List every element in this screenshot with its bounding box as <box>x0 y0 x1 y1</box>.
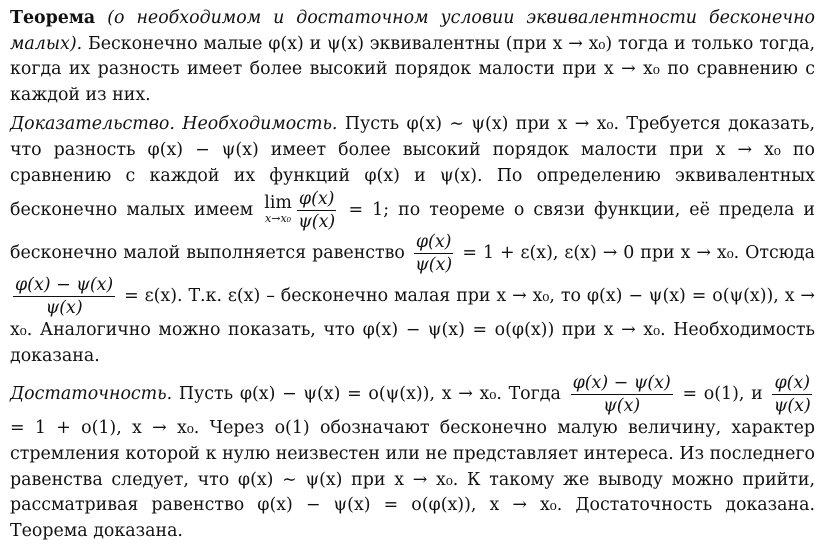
sufficiency-text-1: Пусть φ(x) − ψ(x) = o(ψ(x)), x → x₀. Тогда <box>178 384 561 405</box>
fraction-numerator: φ(x) <box>774 373 811 394</box>
sufficiency-text-2: = o(1), и <box>682 384 763 405</box>
theorem-subtitle: (о необходимом и достаточном условии эквивалентности бесконечно малых). <box>10 8 815 54</box>
necessity-text-4: = ε(x). <box>124 286 183 307</box>
fraction-denominator: ψ(x) <box>415 255 453 276</box>
fraction-numerator: φ(x) <box>415 232 452 253</box>
fraction-phi-over-psi-2 <box>414 232 454 275</box>
fraction-denominator: ψ(x) <box>603 396 641 417</box>
necessity-paragraph <box>10 112 815 369</box>
fraction-denominator: ψ(x) <box>298 212 336 233</box>
fraction-numerator: φ(x) − ψ(x) <box>572 373 671 394</box>
limit-subscript: x→x₀ <box>265 211 292 225</box>
sufficiency-text-3: = 1 + o(1), x → x₀. Через o(1) обозначают бесконечно малую величину, характер стремления которой к нулю неизвестен или не представляет интереса. Из последнего равенства следует, что φ(x) ∼ ψ(x) при x → x₀. К такому же выводу можно прийти, рассматривая равенство φ(x) − ψ(x) = o(φ(x)), x → x₀. Достаточность доказана. Теорема доказана. <box>10 418 815 541</box>
necessity-text-1: Пусть φ(x) ∼ ψ(x) при x → x₀. Требуется доказать, что разность φ(x) − ψ(x) имеет более высокий порядок малости при x → x₀ по сравнению с каждой их функций φ(x) и ψ(x). По определению эквивалентных бесконечно малых имеем <box>10 114 816 221</box>
fraction-phi-over-psi <box>772 373 812 416</box>
necessity-label: Доказательство. Необходимость. <box>10 114 338 135</box>
document-body <box>10 6 815 544</box>
limit-operator <box>264 192 292 227</box>
fraction-numerator: φ(x) <box>298 189 335 210</box>
fraction-denominator: ψ(x) <box>773 396 811 417</box>
necessity-text-5: Т.к. ε(x) – бесконечно малая при x → x₀, то φ(x) − ψ(x) = o(ψ(x)), x → x₀. Аналогично можно показать, что φ(x) − ψ(x) = o(φ(x)) при x → x₀. Необходимость доказана. <box>10 286 816 366</box>
fraction-diff-over-psi <box>13 275 115 318</box>
fraction-numerator: φ(x) − ψ(x) <box>15 275 114 296</box>
sufficiency-paragraph <box>10 373 815 544</box>
fraction-phi-over-psi-1 <box>297 189 337 232</box>
theorem-heading: Теорема <box>10 8 96 28</box>
limit-word: lim <box>264 192 292 213</box>
theorem-paragraph <box>10 6 815 108</box>
sufficiency-label: Достаточность. <box>10 384 173 405</box>
necessity-text-3: = 1 + ε(x), ε(x) → 0 при x → x₀. Отсюда <box>462 243 815 264</box>
fraction-denominator: ψ(x) <box>45 298 83 319</box>
necessity-text-2: = 1; по теореме о связи функции, её предела и бесконечно малой выполняется равенство <box>10 200 815 264</box>
fraction-diff-over-psi <box>571 373 673 416</box>
theorem-statement: Бесконечно малые φ(x) и ψ(x) эквивалентны (при x → x₀) тогда и только тогда, когда их разность имеет более высокий порядок малости при x → x₀ по сравнению с каждой из них. <box>10 33 815 105</box>
